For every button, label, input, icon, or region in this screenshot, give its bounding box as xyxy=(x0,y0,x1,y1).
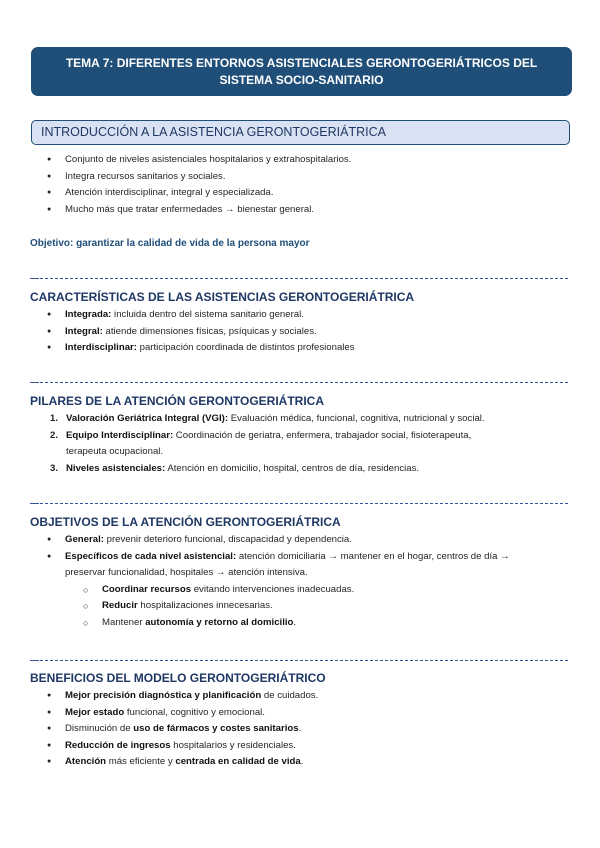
intro-heading: INTRODUCCIÓN A LA ASISTENCIA GERONTOGERIÁTRICA xyxy=(41,125,386,139)
list-item: ● Integrada: incluida dentro del sistema sanitario general. xyxy=(30,307,575,324)
list-item: ● Atención más eficiente y centrada en calidad de vida. xyxy=(30,754,575,771)
list-item: ○ Mantener autonomía y retorno al domicilio. xyxy=(30,615,575,632)
title-line-2: SISTEMA SOCIO-SANITARIO xyxy=(219,72,384,87)
caracteristicas-list xyxy=(30,307,575,357)
list-item: ● Mucho más que tratar enfermedades → bienestar general. xyxy=(30,202,575,219)
section-heading: BENEFICIOS DEL MODELO GERONTOGERIÁTRICO xyxy=(30,671,326,685)
list-item: ○ Coordinar recursos evitando intervenciones inadecuadas. xyxy=(30,582,575,599)
caracteristicas-section xyxy=(30,289,575,357)
beneficios-list xyxy=(30,688,575,771)
pilares-section xyxy=(30,393,575,477)
section-heading: OBJETIVOS DE LA ATENCIÓN GERONTOGERIÁTRICA xyxy=(30,515,341,529)
section-divider xyxy=(30,503,568,504)
section-divider xyxy=(30,278,568,279)
list-item: ● Reducción de ingresos hospitalarios y residenciales. xyxy=(30,738,575,755)
list-item: ● Conjunto de niveles asistenciales hospitalarios y extrahospitalarios. xyxy=(30,152,575,169)
section-heading: PILARES DE LA ATENCIÓN GERONTOGERIÁTRICA xyxy=(30,394,325,408)
list-item: ● Mejor precisión diagnóstica y planificación de cuidados. xyxy=(30,688,575,705)
pilares-list xyxy=(30,411,575,477)
list-item: 2. Equipo Interdisciplinar: Coordinación de geriatra, enfermera, trabajador social, fisioterapeuta, terapeuta ocupacional. xyxy=(50,429,472,458)
intro-list xyxy=(30,152,575,218)
intro-heading-box xyxy=(31,120,570,145)
document-title xyxy=(31,47,572,96)
section-divider xyxy=(30,382,568,383)
objetivos-section xyxy=(30,514,575,632)
section-divider xyxy=(30,660,568,661)
intro-list-block xyxy=(30,152,575,218)
list-item: ● Interdisciplinar: participación coordinada de distintos profesionales xyxy=(30,340,575,357)
list-item: ● Integral: atiende dimensiones físicas, psíquicas y sociales. xyxy=(30,324,575,341)
list-item: ● Mejor estado funcional, cognitivo y emocional. xyxy=(30,705,575,722)
list-item: 3. Niveles asistenciales: Atención en domicilio, hospital, centros de día, residencias. xyxy=(50,462,420,474)
beneficios-section xyxy=(30,670,575,771)
list-item: ○ Reducir hospitalizaciones innecesarias. xyxy=(30,598,575,615)
objetivos-list xyxy=(30,532,575,582)
objective-text: Objetivo: garantizar la calidad de vida de la persona mayor xyxy=(30,238,310,249)
list-item: ● Integra recursos sanitarios y sociales. xyxy=(30,169,575,186)
title-line-1: TEMA 7: DIFERENTES ENTORNOS ASISTENCIALES GERONTOGERIÁTRICOS DEL xyxy=(65,55,538,70)
section-heading: CARACTERÍSTICAS DE LAS ASISTENCIAS GERONTOGERIÁTRICA xyxy=(30,290,415,304)
list-item: ● Atención interdisciplinar, integral y especializada. xyxy=(30,185,575,202)
list-item: ● Específicos de cada nivel asistencial: atención domiciliaria → mantener en el hogar, centros de día → preservar funcionalidad, hospitales → atención intensiva. xyxy=(30,549,575,582)
list-item: ● Disminución de uso de fármacos y costes sanitarios. xyxy=(30,721,575,738)
list-item: 1. Valoración Geriátrica Integral (VGI): Evaluación médica, funcional, cognitiva, nutricional y social. xyxy=(50,413,485,424)
objetivos-sublist xyxy=(30,582,575,632)
list-item: ● General: prevenir deterioro funcional, discapacidad y dependencia. xyxy=(30,532,575,549)
